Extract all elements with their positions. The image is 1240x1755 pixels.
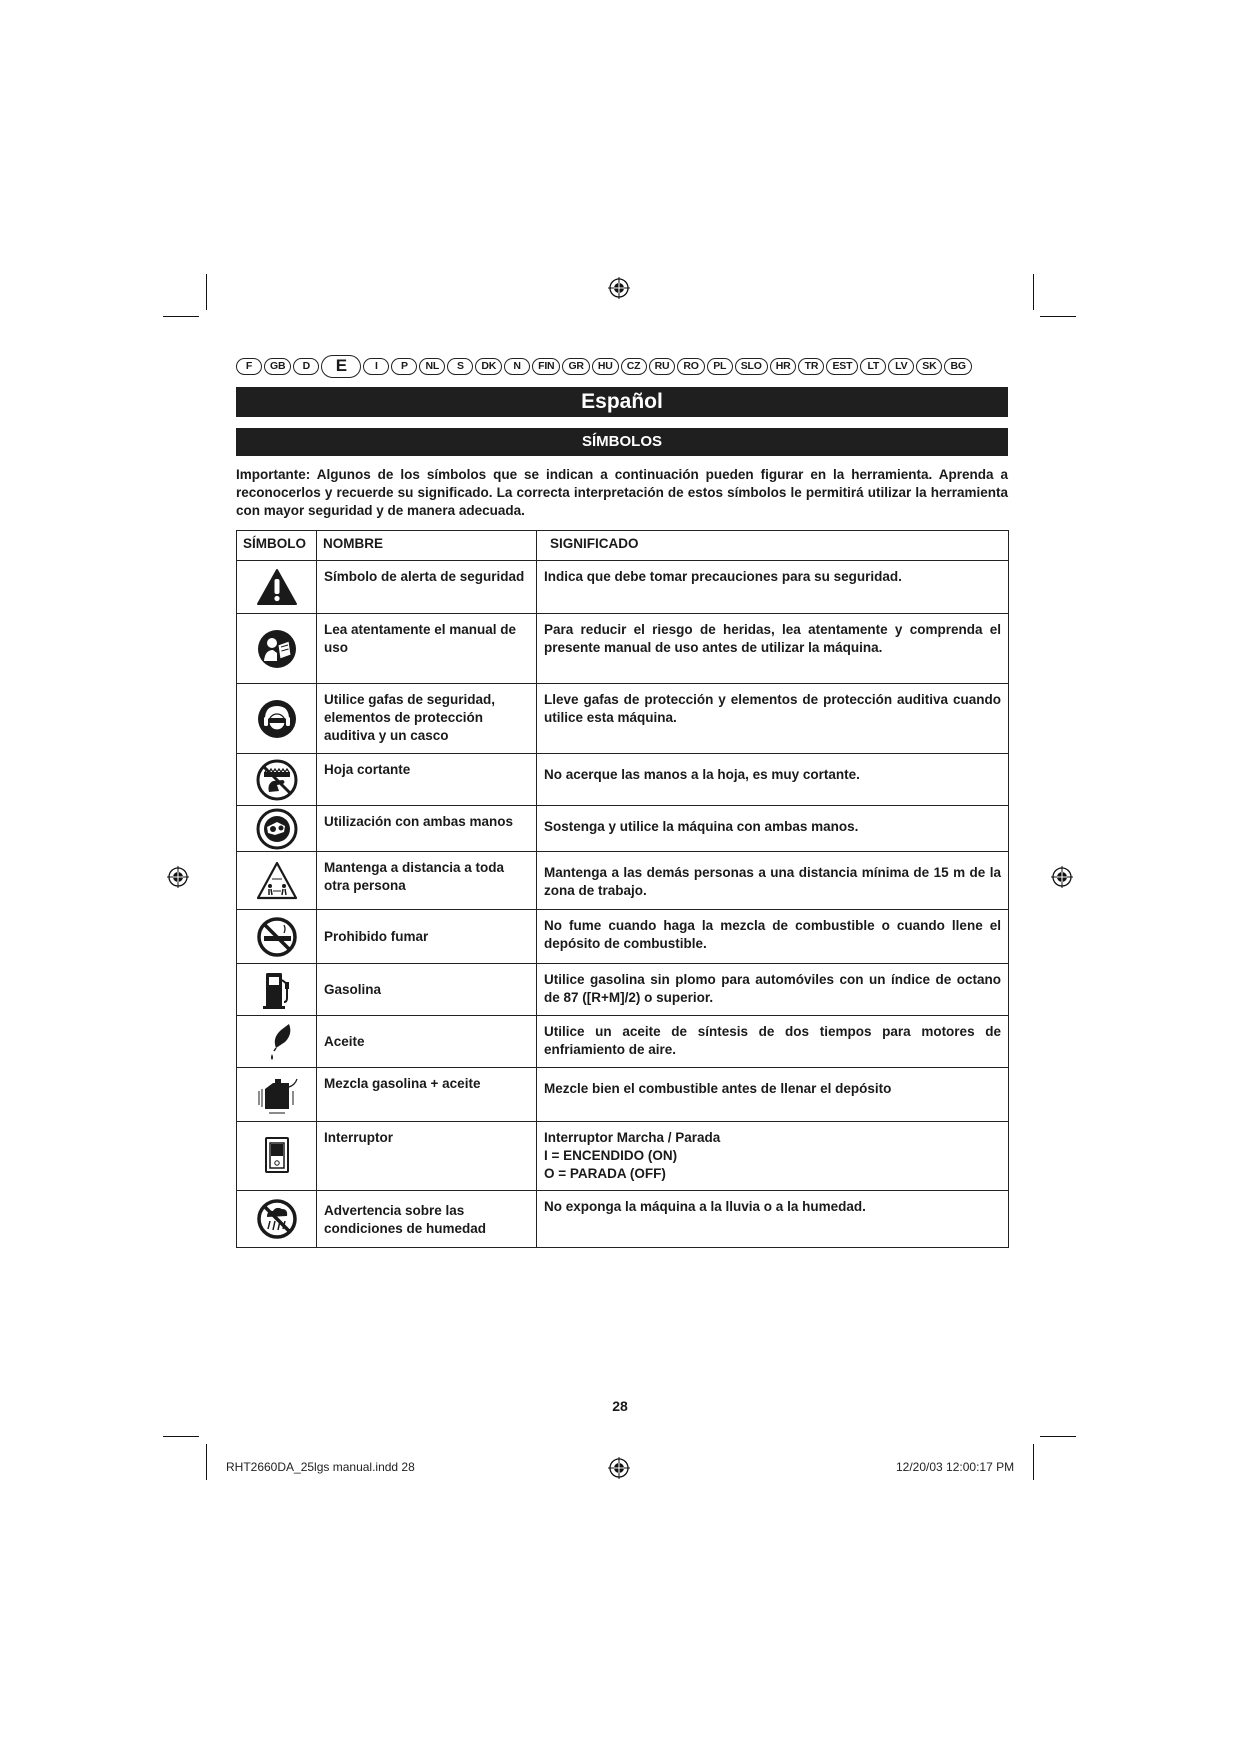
name-cell: Utilización con ambas manos	[317, 806, 537, 852]
table-row	[237, 754, 1009, 806]
section-title: SÍMBOLOS	[236, 428, 1008, 456]
name-cell: Aceite	[317, 1016, 537, 1068]
crop-mark	[206, 1444, 207, 1480]
language-tab[interactable]: RO	[677, 358, 704, 375]
crop-mark	[1040, 1436, 1076, 1437]
language-tab[interactable]: RU	[649, 358, 676, 375]
table-row	[237, 1191, 1009, 1248]
symbol-cell	[237, 852, 317, 910]
on-off-switch-icon	[255, 1134, 299, 1178]
name-cell: Hoja cortante	[317, 754, 537, 806]
language-tab[interactable]: CZ	[621, 358, 647, 375]
keep-distance-icon	[255, 859, 299, 903]
language-tab[interactable]: D	[293, 358, 319, 375]
meaning-cell: Utilice un aceite de síntesis de dos tiempos para motores de enfriamiento de aire.	[537, 1016, 1009, 1068]
crop-mark	[1033, 1444, 1034, 1480]
meaning-cell: Mezcle bien el combustible antes de llenar el depósito	[537, 1068, 1009, 1122]
symbol-cell	[237, 1068, 317, 1122]
page-number: 28	[612, 1398, 628, 1414]
table-row	[237, 684, 1009, 754]
language-tab[interactable]: NL	[419, 358, 445, 375]
fuel-mix-icon	[255, 1073, 299, 1117]
footer-timestamp: 12/20/03 12:00:17 PM	[896, 1460, 1015, 1474]
registration-mark-icon	[608, 277, 630, 299]
table-row	[237, 561, 1009, 614]
language-tab[interactable]: BG	[944, 358, 971, 375]
safety-alert-icon	[255, 565, 299, 609]
language-tab[interactable]: GB	[264, 358, 291, 375]
registration-mark-icon	[608, 1457, 630, 1479]
name-cell: Utilice gafas de seguridad, elementos de protección auditiva y un casco	[317, 684, 537, 754]
meaning-cell: No fume cuando haga la mezcla de combustible o cuando llene el depósito de combustible.	[537, 910, 1009, 964]
language-tab[interactable]: FIN	[532, 358, 560, 375]
meaning-cell: No exponga la máquina a la lluvia o a la humedad.	[537, 1191, 1009, 1248]
name-cell: Advertencia sobre las condiciones de humedad	[317, 1191, 537, 1248]
registration-mark-icon	[1051, 866, 1073, 888]
meaning-cell: Mantenga a las demás personas a una distancia mínima de 15 m de la zona de trabajo.	[537, 852, 1009, 910]
fuel-pump-icon	[255, 968, 299, 1012]
crop-mark	[206, 274, 207, 310]
table-row	[237, 806, 1009, 852]
table-row	[237, 1122, 1009, 1191]
meaning-cell: Sostenga y utilice la máquina con ambas manos.	[537, 806, 1009, 852]
language-tab[interactable]: SK	[916, 358, 942, 375]
two-hands-icon	[255, 807, 299, 851]
oil-can-icon	[255, 1020, 299, 1064]
language-tab[interactable]: GR	[562, 358, 589, 375]
table-row	[237, 852, 1009, 910]
crop-mark	[163, 1436, 199, 1437]
name-cell: Lea atentamente el manual de uso	[317, 614, 537, 684]
language-tab[interactable]: LV	[888, 358, 914, 375]
symbols-table	[236, 530, 1009, 1248]
registration-mark-icon	[167, 866, 189, 888]
table-row	[237, 1068, 1009, 1122]
language-tab[interactable]: S	[447, 358, 473, 375]
symbol-cell	[237, 684, 317, 754]
read-manual-icon	[255, 627, 299, 671]
header-symbol: SÍMBOLO	[237, 531, 317, 561]
eye-ear-head-protection-icon	[255, 697, 299, 741]
language-tab[interactable]: LT	[860, 358, 886, 375]
no-rain-icon	[255, 1197, 299, 1241]
meaning-cell: Interruptor Marcha / Parada I = ENCENDIDO (ON) O = PARADA (OFF)	[537, 1122, 1009, 1191]
symbol-cell	[237, 1122, 317, 1191]
symbol-cell	[237, 806, 317, 852]
crop-mark	[1040, 316, 1076, 317]
table-header-row	[237, 531, 1009, 561]
meaning-cell: Para reducir el riesgo de heridas, lea atentamente y comprenda el presente manual de uso antes de utilizar la máquina.	[537, 614, 1009, 684]
no-smoking-icon	[255, 915, 299, 959]
name-cell: Prohibido fumar	[317, 910, 537, 964]
table-row	[237, 964, 1009, 1016]
name-cell: Interruptor	[317, 1122, 537, 1191]
language-tab[interactable]: PL	[707, 358, 733, 375]
language-selector	[236, 356, 1008, 376]
language-tab[interactable]: I	[363, 358, 389, 375]
symbol-cell	[237, 1191, 317, 1248]
symbol-cell	[237, 910, 317, 964]
language-tab[interactable]: F	[236, 358, 262, 375]
page-title: Español	[236, 387, 1008, 417]
language-tab[interactable]: HR	[770, 358, 797, 375]
header-meaning: SIGNIFICADO	[537, 531, 1009, 561]
symbol-cell	[237, 754, 317, 806]
language-tab-active[interactable]: E	[321, 355, 361, 378]
name-cell: Mantenga a distancia a toda otra persona	[317, 852, 537, 910]
language-tab[interactable]: P	[391, 358, 417, 375]
language-tab[interactable]: DK	[475, 358, 502, 375]
meaning-cell: No acerque las manos a la hoja, es muy cortante.	[537, 754, 1009, 806]
table-row	[237, 614, 1009, 684]
name-cell: Símbolo de alerta de seguridad	[317, 561, 537, 614]
language-tab[interactable]: SLO	[735, 358, 768, 375]
symbol-cell	[237, 614, 317, 684]
language-tab[interactable]: N	[504, 358, 530, 375]
language-tab[interactable]: TR	[798, 358, 824, 375]
language-tab[interactable]: EST	[826, 358, 858, 375]
cutting-blade-icon	[255, 758, 299, 802]
language-tab[interactable]: HU	[592, 358, 619, 375]
table-row	[237, 1016, 1009, 1068]
header-name: NOMBRE	[317, 531, 537, 561]
name-cell: Mezcla gasolina + aceite	[317, 1068, 537, 1122]
meaning-cell: Utilice gasolina sin plomo para automóviles con un índice de octano de 87 ([R+M]/2) o superior.	[537, 964, 1009, 1016]
symbol-cell	[237, 1016, 317, 1068]
meaning-cell: Indica que debe tomar precauciones para su seguridad.	[537, 561, 1009, 614]
table-row	[237, 910, 1009, 964]
symbol-cell	[237, 561, 317, 614]
symbol-cell	[237, 964, 317, 1016]
footer-filename: RHT2660DA_25lgs manual.indd 28	[226, 1460, 415, 1474]
name-cell: Gasolina	[317, 964, 537, 1016]
crop-mark	[1033, 274, 1034, 310]
crop-mark	[163, 316, 199, 317]
meaning-cell: Lleve gafas de protección y elementos de protección auditiva cuando utilice esta máquina.	[537, 684, 1009, 754]
intro-paragraph: Importante: Algunos de los símbolos que se indican a continuación pueden figurar en la herramienta. Aprenda a reconocerlos y recuerde su significado. La correcta interpretación de estos símbolos le permitirá utilizar la herramienta con mayor seguridad y de manera adecuada.	[236, 467, 1008, 518]
